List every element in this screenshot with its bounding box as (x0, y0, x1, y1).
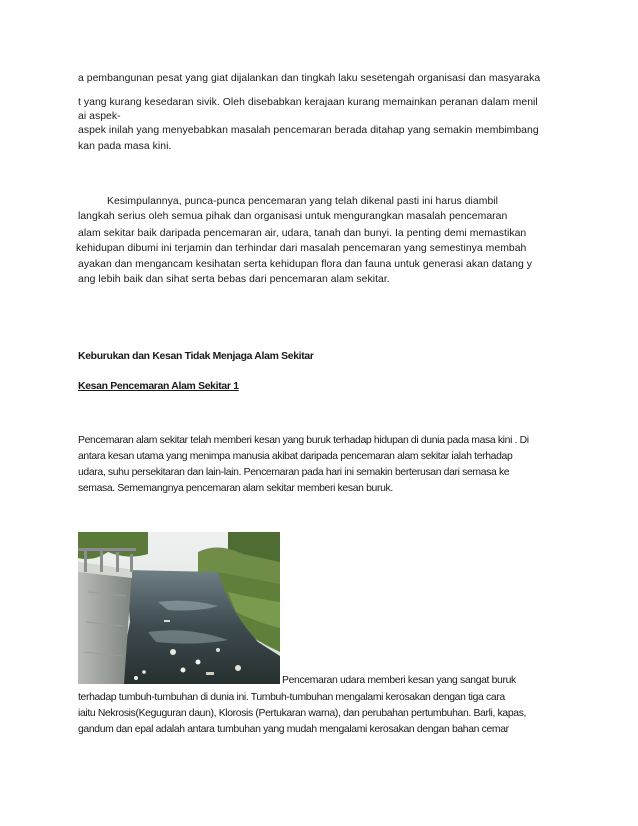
paragraph-3-line: Pencemaran alam sekitar telah memberi kesan yang buruk terhadap hidupan di dunia pada masa kini . Di (78, 435, 529, 446)
paragraph-1-line: a pembangunan pesat yang giat dijalankan dan tingkah laku sesetengah organisasi dan masyaraka (78, 73, 541, 84)
paragraph-1-line: aspek inilah yang menyebabkan masalah pencemaran berada ditahap yang semakin membimbang (78, 125, 539, 136)
paragraph-4-line: gandum dan epal adalah antara tumbuhan yang mudah mengalami kerosakan dengan bahan cemar (78, 724, 509, 735)
paragraph-3-line: semasa. Sememangnya pencemaran alam sekitar memberi kesan buruk. (78, 483, 393, 494)
polluted-river-photo-icon (78, 532, 280, 684)
paragraph-4-line: iaitu Nekrosis(Keguguran daun), Klorosis (Pertukaran warna), dan perubahan pertumbuhan. Barli, kapas, (78, 708, 527, 719)
subsection-heading: Kesan Pencemaran Alam Sekitar 1 (78, 381, 239, 392)
paragraph-2-line: ang lebih baik dan sihat serta bebas dari pencemaran alam sekitar. (78, 274, 390, 285)
paragraph-3-line: udara, suhu persekitaran dan lain-lain. Pencemaran pada hari ini semakin berterusan dari semasa ke (78, 467, 510, 478)
section-heading: Keburukan dan Kesan Tidak Menjaga Alam Sekitar (78, 351, 314, 362)
paragraph-2-line: Kesimpulannya, punca-punca pencemaran yang telah dikenal pasti ini harus diambil (107, 196, 498, 207)
paragraph-1-line: kan pada masa kini. (78, 141, 172, 152)
paragraph-2-line: kehidupan dibumi ini terjamin dan terhindar dari masalah pencemaran yang semestinya membah (76, 243, 527, 254)
paragraph-1-line: t yang kurang kesedaran sivik. Oleh disebabkan kerajaan kurang memainkan peranan dalam menil (78, 97, 538, 108)
paragraph-4-line: terhadap tumbuh-tumbuhan di dunia ini. Tumbuh-tumbuhan mengalami kerosakan dengan tiga cara (78, 692, 505, 703)
paragraph-1-line: ai aspek- (78, 111, 121, 122)
paragraph-2-line: ayakan dan mengancam kesihatan serta kehidupan flora dan fauna untuk generasi akan datang y (78, 259, 532, 270)
paragraph-2-line: alam sekitar baik daripada pencemaran air, udara, tanah dan bunyi. Ia penting demi memastikan (78, 228, 527, 239)
image-caption-line: Pencemaran udara memberi kesan yang sangat buruk (282, 675, 516, 686)
paragraph-2-line: langkah serius oleh semua pihak dan organisasi untuk mengurangkan masalah pencemaran (78, 211, 508, 222)
paragraph-3-line: antara kesan utama yang menimpa manusia akibat daripada pencemaran alam sekitar ialah terhadap (78, 451, 513, 462)
